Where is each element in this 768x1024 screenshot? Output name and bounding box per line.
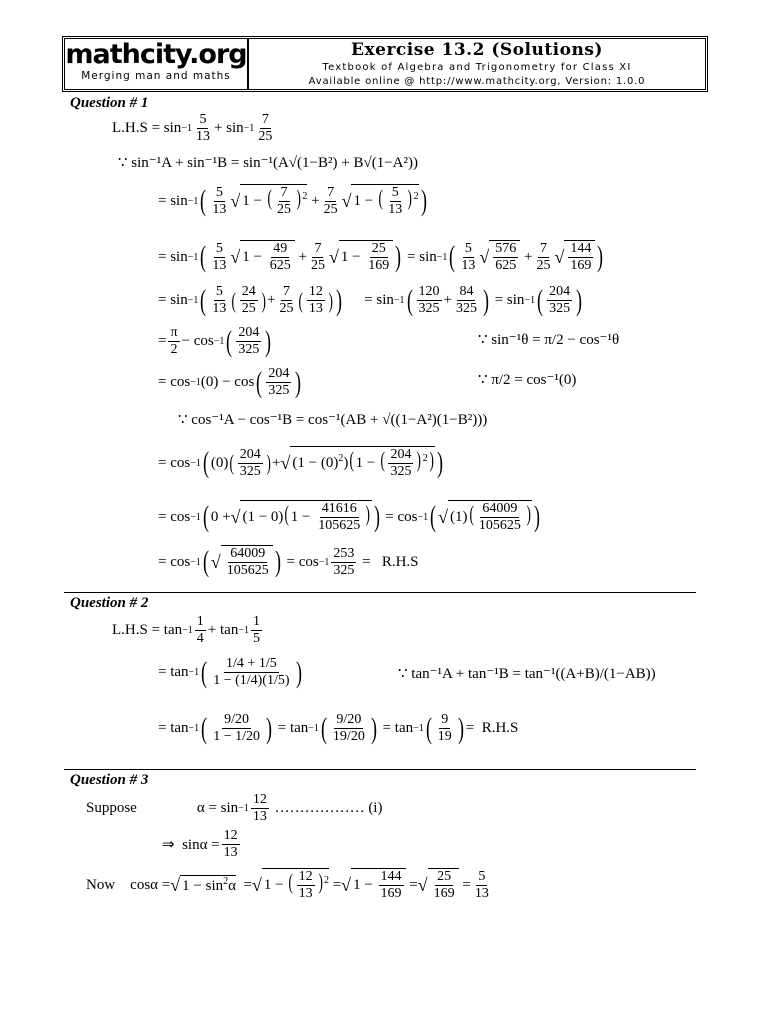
q1-line-1: L.H.S = sin −1 $\frac{5}{13}$ + sin −1 $\frac{7}{25}$: [112, 112, 273, 144]
titles: [249, 39, 705, 89]
brand: [65, 39, 249, 89]
q1-identity-sin: ∵ sin⁻¹A + sin⁻¹B = sin⁻¹(A√(1−B²) + B√(1−A²)): [118, 155, 418, 171]
question-2-heading: Question # 2: [70, 595, 149, 611]
subtitle: Textbook of Algebra and Trigonometry for Class XI: [322, 62, 632, 73]
q1-line-6: = $\frac{\pi}{2}$ − cos −1 ( $\frac{204}{325}$ ): [158, 324, 272, 358]
q2-line-1: L.H.S = tan −1 $\frac{1}{4}$ + tan −1 $\frac{1}{5}$: [112, 614, 260, 646]
q1-line-11: = cos −1 ( √ $\frac{64009}{105625}$ ) = cos −1 $\frac{253}{325}$ = R.H.S: [158, 545, 419, 578]
q3-line-3: Now cosα = √ $1 - \sin^2\alpha$ = √ 1 − ( $\frac{12}{13}$ )$^2$ = √ 1 − $\frac{144}{169}$ = √ $\frac{25}{169}$ = $\frac{5}{13}$: [86, 868, 489, 901]
divider-2: [64, 769, 696, 770]
q3-line-1: Suppose α = sin −1 $\frac{12}{13}$ ……………… (i): [86, 792, 383, 824]
divider-1: [64, 592, 696, 593]
q1-line-7: = cos −1 (0) − cos ( $\frac{204}{325}$ ): [158, 365, 302, 399]
q1-line-3: = sin −1 ( $\frac{5}{13}$ √ 1 − ( $\frac{7}{25}$ )$^2$ + $\frac{7}{25}$ √ 1 − ( $\frac{5}{13}$ )$^2$ ): [158, 184, 427, 217]
q1-line-10: = cos −1 ( 0 + √ (1 − 0)(1 − $\frac{41616}{105625}$ ) ) = cos −1 ( √ (1)( $\frac{64009}{105625}$ ) ): [158, 500, 541, 533]
q1-note-1: ∵ sin⁻¹θ = π/2 − cos⁻¹θ: [478, 332, 620, 348]
q3-line-2: ⇒ sinα = $\frac{12}{13}$: [162, 828, 238, 860]
q2-identity: ∵ tan⁻¹A + tan⁻¹B = tan⁻¹((A+B)/(1−AB)): [398, 666, 656, 682]
header-box: [62, 36, 708, 92]
q2-line-3: = tan −1 ( $\frac{9/20}{1 - 1/20}$ ) = tan −1 ( $\frac{9/20}{19/20}$ ) = tan −1 ( $\frac{9}{19}$ ) = R.H.S: [158, 711, 519, 745]
q1-identity-cos: ∵ cos⁻¹A − cos⁻¹B = cos⁻¹(AB + √((1−A²)(1−B²))): [178, 412, 488, 428]
tagline: Merging man and maths: [81, 70, 231, 82]
online-link[interactable]: Available online @ http://www.mathcity.org, Version: 1.0.0: [308, 76, 646, 87]
q1-line-4: = sin −1 ( $\frac{5}{13}$ √ 1 − $\frac{49}{625}$ + $\frac{7}{25}$ √ 1 − $\frac{25}{169}$ ) = sin −1 ( $\frac{5}{13}$ √ $\frac{576}{625}$ + $\frac{7}{25}$ √ $\frac{144}{169}$ ): [158, 240, 604, 273]
q2-line-2: = tan −1 ( $\frac{1/4 + 1/5}{1 - (1/4)(1/5)}$ ): [158, 655, 302, 689]
logo[interactable]: mathcity.org: [65, 39, 247, 70]
question-3-heading: Question # 3: [70, 772, 149, 788]
identity-sin: sin⁻¹A + sin⁻¹B = sin⁻¹(A√(1−B²) + B√(1−A²)): [131, 155, 418, 171]
lhs-label: L.H.S: [112, 120, 148, 136]
page-title: Exercise 13.2 (Solutions): [351, 40, 603, 60]
q1-line-5: = sin −1 ( $\frac{5}{13}$ ( $\frac{24}{25}$ ) + $\frac{7}{25}$ ( $\frac{12}{13}$ ) ) = sin −1 ( $\frac{120}{325}$ + $\frac{84}{325}$ ) = sin −1 ( $\frac{204}{325}$ ): [158, 283, 583, 317]
q1-note-2: ∵ π/2 = cos⁻¹(0): [478, 372, 577, 388]
question-1-heading: Question # 1: [70, 95, 149, 111]
rhs-label: R.H.S: [381, 553, 419, 570]
q1-line-9: = cos −1 ( (0) ( $\frac{204}{325}$ ) + √ $(1 - (0)^2)(1$ − ( $\frac{204}{325}$ )$^2$) ): [158, 446, 444, 479]
